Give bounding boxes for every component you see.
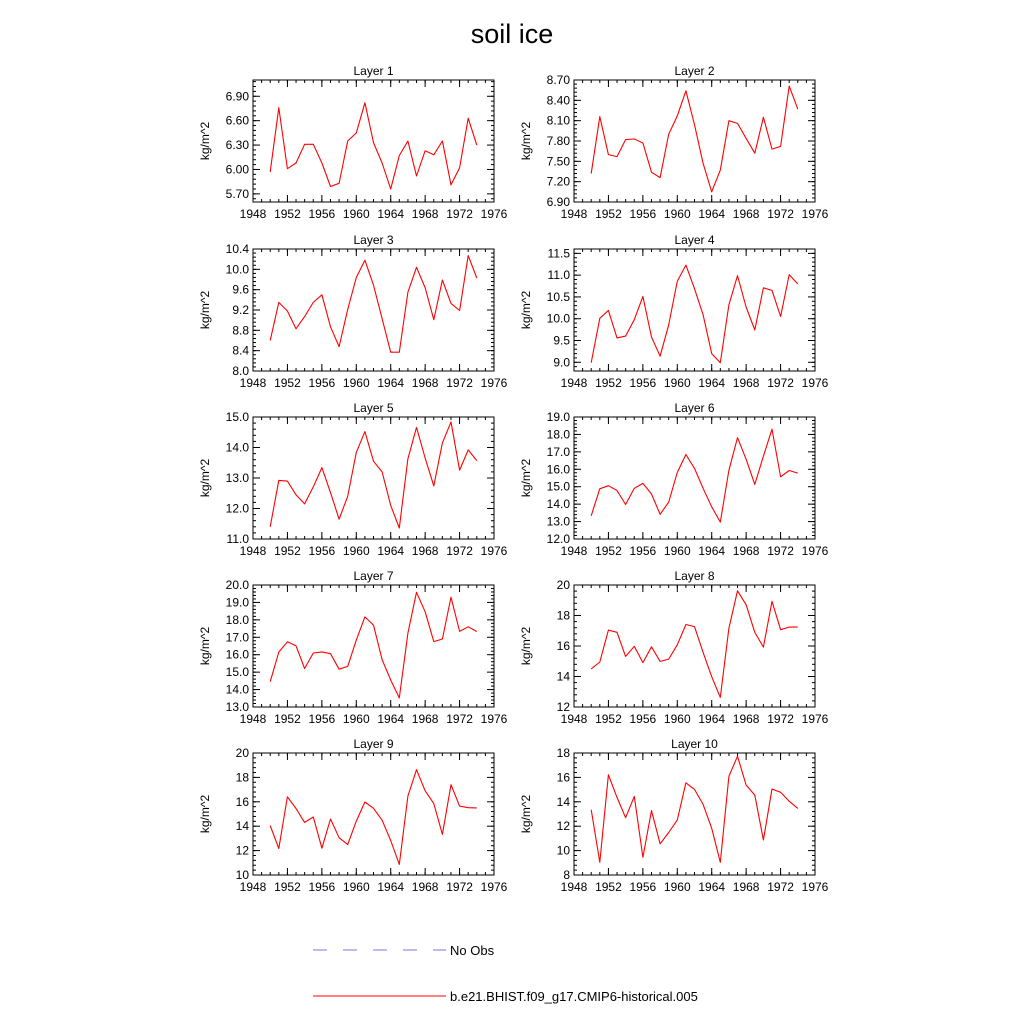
- layer-6-frame: [574, 417, 815, 539]
- layer-10-x-tick-label: 1976: [801, 880, 829, 894]
- layer-9-ylabel: kg/m^2: [198, 794, 212, 834]
- layer-4-title: Layer 4: [674, 233, 715, 247]
- layer-2-x-tick-label: 1968: [732, 207, 760, 221]
- layer-6-x-tick-label: 1956: [629, 544, 657, 558]
- panel-layer-10: [519, 737, 829, 894]
- layer-9-y-tick-label: 12: [235, 843, 249, 858]
- legend-model-label: b.e21.BHIST.f09_g17.CMIP6-historical.005: [450, 989, 698, 1004]
- layer-2-x-tick-label: 1952: [595, 207, 622, 221]
- layer-10-y-tick-label: 12: [556, 819, 570, 834]
- layer-4-series-line: [591, 265, 798, 363]
- layer-8-x-tick-label: 1960: [663, 712, 691, 726]
- layer-9-y-tick-label: 18: [235, 770, 249, 785]
- layer-2-ylabel: kg/m^2: [519, 121, 533, 161]
- layer-10-ylabel: kg/m^2: [519, 794, 533, 834]
- layer-3-y-tick-label: 8.0: [232, 364, 249, 378]
- layer-8-x-tick-label: 1976: [801, 712, 829, 726]
- layer-7-x-tick-label: 1952: [274, 712, 301, 726]
- layer-3-y-tick-label: 10.4: [225, 242, 249, 256]
- layer-4-x-tick-label: 1968: [732, 376, 760, 390]
- layer-2-y-tick-label: 8.70: [546, 73, 570, 87]
- layer-7-x-tick-label: 1948: [239, 712, 267, 726]
- layer-1-y-tick-label: 6.60: [225, 113, 249, 128]
- layer-9-title: Layer 9: [353, 737, 394, 751]
- layer-4-y-tick-label: 10.5: [546, 289, 570, 304]
- layer-8-series-line: [591, 591, 798, 698]
- layer-7-frame: [253, 585, 494, 707]
- layer-8-y-tick-label: 14: [556, 669, 570, 684]
- layer-8-x-tick-label: 1956: [629, 712, 657, 726]
- layer-10-y-tick-label: 16: [556, 770, 570, 785]
- layer-1-x-tick-label: 1964: [377, 207, 405, 221]
- layer-2-x-tick-label: 1976: [801, 207, 829, 221]
- layer-3-x-tick-label: 1952: [274, 376, 301, 390]
- layer-1-x-tick-label: 1976: [480, 207, 508, 221]
- layer-5-x-tick-label: 1960: [342, 544, 370, 558]
- layer-2-x-tick-label: 1964: [698, 207, 726, 221]
- layer-10-x-tick-label: 1952: [595, 880, 622, 894]
- layer-4-x-tick-label: 1952: [595, 376, 622, 390]
- layer-5-x-tick-label: 1956: [308, 544, 336, 558]
- layer-5-y-tick-label: 12.0: [225, 501, 249, 516]
- layer-4-y-tick-label: 9.5: [553, 333, 570, 348]
- layer-10-series-line: [591, 756, 798, 862]
- layer-5-x-tick-label: 1948: [239, 544, 267, 558]
- layer-6-y-tick-label: 19.0: [546, 410, 570, 424]
- layer-7-x-tick-label: 1976: [480, 712, 508, 726]
- layer-3-x-tick-label: 1960: [342, 376, 370, 390]
- layer-8-x-tick-label: 1948: [560, 712, 588, 726]
- panel-layer-1: [198, 64, 508, 221]
- layer-2-y-tick-label: 7.80: [546, 134, 570, 148]
- layer-6-series-line: [591, 429, 798, 522]
- layer-2-frame: [574, 80, 815, 202]
- layer-6-x-tick-label: 1972: [767, 544, 794, 558]
- layer-7-y-tick-label: 14.0: [225, 682, 249, 697]
- layer-7-title: Layer 7: [353, 569, 394, 583]
- layer-5-title: Layer 5: [353, 401, 394, 415]
- layer-1-y-tick-label: 6.90: [225, 89, 249, 104]
- layer-4-x-tick-label: 1976: [801, 376, 829, 390]
- layer-3-frame: [253, 249, 494, 371]
- layer-5-x-tick-label: 1964: [377, 544, 405, 558]
- layer-4-x-tick-label: 1956: [629, 376, 657, 390]
- panel-layer-5: [198, 401, 508, 558]
- layer-3-series-line: [270, 256, 477, 353]
- layer-6-x-tick-label: 1960: [663, 544, 691, 558]
- layer-4-x-tick-label: 1972: [767, 376, 794, 390]
- layer-5-y-tick-label: 13.0: [225, 471, 249, 485]
- layer-5-y-tick-label: 15.0: [225, 410, 249, 424]
- layer-2-y-tick-label: 7.20: [546, 174, 570, 189]
- layer-5-ylabel: kg/m^2: [198, 458, 212, 498]
- layer-2-y-tick-label: 6.90: [546, 195, 570, 209]
- layer-3-title: Layer 3: [353, 233, 394, 247]
- layer-1-x-tick-label: 1972: [446, 207, 473, 221]
- layer-3-ylabel: kg/m^2: [198, 290, 212, 330]
- layer-6-title: Layer 6: [674, 401, 715, 415]
- layer-4-x-tick-label: 1948: [560, 376, 588, 390]
- layer-5-x-tick-label: 1972: [446, 544, 473, 558]
- layer-7-y-tick-label: 13.0: [225, 700, 249, 714]
- panel-layer-6: [519, 401, 829, 558]
- layer-9-x-tick-label: 1956: [308, 880, 336, 894]
- layer-2-series-line: [591, 86, 798, 192]
- layer-6-x-tick-label: 1964: [698, 544, 726, 558]
- layer-8-ylabel: kg/m^2: [519, 626, 533, 666]
- layer-5-frame: [253, 417, 494, 539]
- layer-9-x-tick-label: 1952: [274, 880, 301, 894]
- layer-6-y-tick-label: 13.0: [546, 514, 570, 529]
- panel-layer-8: [519, 569, 829, 726]
- layer-2-title: Layer 2: [674, 64, 715, 78]
- layer-5-x-tick-label: 1976: [480, 544, 508, 558]
- layer-2-x-tick-label: 1960: [663, 207, 691, 221]
- layer-9-series-line: [270, 770, 477, 865]
- layer-1-x-tick-label: 1968: [411, 207, 439, 221]
- layer-3-x-tick-label: 1956: [308, 376, 336, 390]
- layer-7-x-tick-label: 1964: [377, 712, 405, 726]
- layer-8-title: Layer 8: [674, 569, 715, 583]
- layer-5-series-line: [270, 422, 477, 528]
- layer-2-x-tick-label: 1956: [629, 207, 657, 221]
- panel-layer-3: [198, 233, 508, 390]
- panel-layer-2: [519, 64, 829, 221]
- layer-6-y-tick-label: 16.0: [546, 462, 570, 477]
- layer-10-x-tick-label: 1956: [629, 880, 657, 894]
- layer-4-x-tick-label: 1964: [698, 376, 726, 390]
- layer-9-x-tick-label: 1976: [480, 880, 508, 894]
- layer-7-x-tick-label: 1972: [446, 712, 473, 726]
- layer-9-x-tick-label: 1968: [411, 880, 439, 894]
- layer-1-series-line: [270, 103, 477, 189]
- layer-6-y-tick-label: 17.0: [546, 444, 570, 459]
- layer-9-x-tick-label: 1972: [446, 880, 473, 894]
- layer-7-y-tick-label: 19.0: [225, 595, 249, 610]
- layer-9-x-tick-label: 1964: [377, 880, 405, 894]
- layer-10-x-tick-label: 1968: [732, 880, 760, 894]
- layer-8-y-tick-label: 12: [556, 700, 570, 714]
- layer-5-y-tick-label: 14.0: [225, 440, 249, 455]
- layer-8-x-tick-label: 1952: [595, 712, 622, 726]
- layer-9-y-tick-label: 10: [235, 868, 249, 882]
- layer-6-x-tick-label: 1948: [560, 544, 588, 558]
- panel-layer-7: [198, 569, 508, 726]
- layer-7-y-tick-label: 15.0: [225, 665, 249, 680]
- layer-9-x-tick-label: 1948: [239, 880, 267, 894]
- layer-10-title: Layer 10: [671, 737, 718, 751]
- layer-3-x-tick-label: 1972: [446, 376, 473, 390]
- layer-9-x-tick-label: 1960: [342, 880, 370, 894]
- layer-3-x-tick-label: 1964: [377, 376, 405, 390]
- legend: [313, 943, 698, 1004]
- layer-1-x-tick-label: 1960: [342, 207, 370, 221]
- layer-4-y-tick-label: 9.0: [553, 355, 570, 370]
- layer-10-y-tick-label: 8: [563, 868, 570, 882]
- layer-5-x-tick-label: 1968: [411, 544, 439, 558]
- layer-10-x-tick-label: 1948: [560, 880, 588, 894]
- layer-3-y-tick-label: 9.6: [232, 282, 249, 297]
- layer-5-x-tick-label: 1952: [274, 544, 301, 558]
- legend-obs-label: No Obs: [450, 943, 495, 958]
- layer-7-x-tick-label: 1968: [411, 712, 439, 726]
- panels-group: [198, 64, 829, 894]
- layer-1-x-tick-label: 1948: [239, 207, 267, 221]
- layer-4-y-tick-label: 10.0: [546, 311, 570, 326]
- layer-8-frame: [574, 585, 815, 707]
- layer-3-x-tick-label: 1976: [480, 376, 508, 390]
- layer-6-y-tick-label: 14.0: [546, 497, 570, 512]
- layer-2-x-tick-label: 1972: [767, 207, 794, 221]
- panel-layer-4: [519, 233, 829, 390]
- panel-layer-9: [198, 737, 508, 894]
- layer-3-y-tick-label: 10.0: [225, 262, 249, 277]
- layer-8-y-tick-label: 18: [556, 608, 570, 623]
- layer-6-x-tick-label: 1952: [595, 544, 622, 558]
- layer-7-x-tick-label: 1956: [308, 712, 336, 726]
- layer-10-y-tick-label: 10: [556, 843, 570, 858]
- layer-10-x-tick-label: 1964: [698, 880, 726, 894]
- layer-8-x-tick-label: 1968: [732, 712, 760, 726]
- layer-8-x-tick-label: 1964: [698, 712, 726, 726]
- layer-3-y-tick-label: 8.4: [232, 343, 249, 358]
- layer-1-y-tick-label: 5.70: [225, 186, 249, 201]
- layer-2-y-tick-label: 8.10: [546, 113, 570, 128]
- layer-3-y-tick-label: 9.2: [232, 303, 249, 317]
- layer-10-y-tick-label: 18: [556, 746, 570, 760]
- layer-6-y-tick-label: 12.0: [546, 532, 570, 546]
- layer-7-y-tick-label: 18.0: [225, 612, 249, 627]
- layer-9-y-tick-label: 14: [235, 819, 249, 834]
- layer-2-y-tick-label: 7.50: [546, 154, 570, 169]
- layer-6-y-tick-label: 15.0: [546, 479, 570, 494]
- layer-9-y-tick-label: 16: [235, 794, 249, 809]
- layer-10-frame: [574, 753, 815, 875]
- layer-5-y-tick-label: 11.0: [226, 532, 249, 546]
- layer-9-frame: [253, 753, 494, 875]
- layer-8-y-tick-label: 20: [556, 578, 570, 592]
- layer-2-y-tick-label: 8.40: [546, 93, 570, 108]
- layer-1-x-tick-label: 1952: [274, 207, 301, 221]
- layer-1-y-tick-label: 6.00: [225, 162, 249, 177]
- layer-7-y-tick-label: 17.0: [225, 630, 249, 645]
- layer-10-x-tick-label: 1960: [663, 880, 691, 894]
- figure-title: soil ice: [470, 19, 554, 49]
- layer-7-y-tick-label: 20.0: [225, 578, 249, 592]
- layer-1-ylabel: kg/m^2: [198, 121, 212, 161]
- layer-4-y-tick-label: 11.5: [547, 246, 570, 261]
- layer-8-y-tick-label: 16: [556, 639, 570, 653]
- layer-10-x-tick-label: 1972: [767, 880, 794, 894]
- layer-4-y-tick-label: 11.0: [547, 268, 570, 283]
- layer-7-y-tick-label: 16.0: [225, 647, 249, 662]
- layer-7-ylabel: kg/m^2: [198, 626, 212, 666]
- layer-4-x-tick-label: 1960: [663, 376, 691, 390]
- layer-4-ylabel: kg/m^2: [519, 290, 533, 330]
- layer-3-x-tick-label: 1968: [411, 376, 439, 390]
- layer-6-x-tick-label: 1968: [732, 544, 760, 558]
- layer-6-y-tick-label: 18.0: [546, 427, 570, 442]
- layer-6-x-tick-label: 1976: [801, 544, 829, 558]
- layer-1-y-tick-label: 6.30: [225, 138, 249, 153]
- layer-9-y-tick-label: 20: [235, 746, 249, 760]
- layer-7-x-tick-label: 1960: [342, 712, 370, 726]
- layer-8-x-tick-label: 1972: [767, 712, 794, 726]
- layer-3-y-tick-label: 8.8: [232, 323, 249, 338]
- layer-10-y-tick-label: 14: [556, 794, 570, 809]
- layer-2-x-tick-label: 1948: [560, 207, 588, 221]
- layer-7-series-line: [270, 592, 477, 698]
- layer-1-title: Layer 1: [353, 64, 394, 78]
- layer-6-ylabel: kg/m^2: [519, 458, 533, 498]
- layer-3-x-tick-label: 1948: [239, 376, 267, 390]
- layer-1-x-tick-label: 1956: [308, 207, 336, 221]
